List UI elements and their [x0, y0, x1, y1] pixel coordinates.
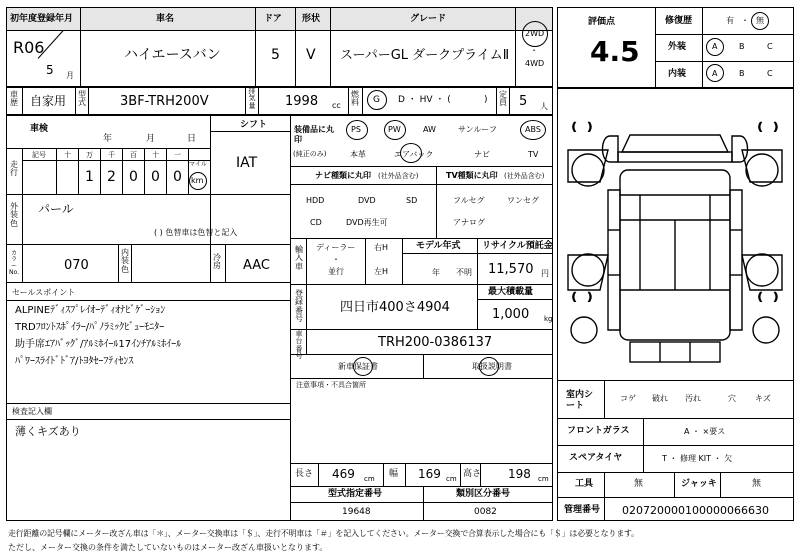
inspection-label: 車検 — [30, 124, 49, 134]
ac-label: 冷房 — [213, 253, 221, 271]
shift-value: IAT — [236, 155, 258, 171]
inspection-day: 日 — [187, 134, 197, 144]
nav-dvd-play: DVD再生可 — [346, 218, 388, 227]
seat-scratch: キズ — [755, 394, 771, 403]
inspector-notes-label: 検査記入欄 — [12, 407, 52, 416]
equipment-sub: (純正のみ) — [293, 150, 327, 158]
tv-fullseg: フルセグ — [453, 196, 485, 205]
interior-c: C — [767, 69, 773, 78]
equip-sunroof: サンルーフ — [458, 125, 497, 134]
sales-point-4: ﾊﾟﾜｰｽﾗｲﾄﾞﾄﾞｱ/ﾄﾖﾀｾｰﾌﾃｨｾﾝｽ — [15, 356, 134, 367]
digit-label-4: 百 — [130, 151, 137, 159]
color-no-label: カラーNo. — [9, 250, 19, 276]
exterior-b: B — [739, 42, 745, 51]
car-name-label: 車名 — [156, 14, 175, 24]
height-value: 198 — [508, 467, 531, 481]
recycle-unit: 円 — [541, 269, 549, 278]
svg-text:): ) — [774, 122, 778, 133]
score-value: 4.5 — [590, 35, 640, 68]
mileage-digit-6: 0 — [173, 169, 182, 185]
capacity-value: 5 — [519, 94, 528, 109]
svg-text:): ) — [588, 292, 592, 303]
model-value: 3BF-TRH200V — [120, 94, 209, 109]
class-no-value: 0082 — [474, 507, 497, 517]
drive-4wd: 4WD — [525, 59, 545, 68]
max-load-value: 1,000 — [492, 307, 530, 322]
mgmt-value: 020720000100000066630 — [622, 504, 769, 517]
exterior-label: 外装 — [668, 42, 687, 52]
capacity-unit: 人 — [540, 102, 548, 111]
grade-label: グレード — [410, 14, 447, 24]
import-right: 右H — [374, 243, 389, 252]
svg-text:): ) — [588, 122, 592, 133]
fuel-label: 燃料 — [351, 90, 359, 108]
interior-a: A — [712, 69, 718, 78]
svg-text:(: ( — [758, 122, 762, 133]
width-label: 幅 — [389, 469, 399, 479]
nav-dvd: DVD — [358, 196, 376, 205]
import-dealer: ディーラー — [316, 243, 356, 252]
equip-abs: ABS — [525, 125, 541, 134]
digit-label-3: 千 — [108, 151, 115, 159]
svg-text:): ) — [774, 292, 778, 303]
equipment-label: 装備品に丸印 — [294, 125, 334, 144]
svg-text:(: ( — [572, 122, 576, 133]
registration-label: 登録番号 — [295, 289, 303, 324]
first-reg-month: 5 — [46, 63, 54, 77]
exterior-c: C — [767, 42, 773, 51]
tv-analog: アナログ — [453, 218, 485, 227]
score-label: 評価点 — [588, 17, 616, 27]
type-no-value: 19648 — [342, 507, 371, 517]
chassis-label: 車台番号 — [295, 330, 303, 361]
width-unit: cm — [446, 475, 457, 483]
tools-label: 工具 — [575, 479, 594, 489]
length-label: 長さ — [295, 469, 314, 479]
color-value: パール — [38, 202, 74, 216]
digit-label-1: 十 — [64, 151, 71, 159]
equip-pw: PW — [388, 125, 401, 134]
tv-label: TV種類に丸印 — [446, 171, 498, 180]
digit-label-2: 万 — [86, 151, 93, 159]
ac-value: AAC — [243, 258, 270, 273]
import-parallel: 並行 — [328, 267, 344, 276]
shape-value: V — [306, 47, 316, 63]
mileage-label: 走行 — [10, 160, 18, 178]
recycle-label: リサイクル預託金 — [482, 241, 553, 251]
grade-value: スーパーGL ダークプライムⅡ — [340, 48, 510, 63]
nav-sd: SD — [406, 196, 418, 205]
height-label: 高さ — [463, 469, 482, 479]
cc-unit: cc — [332, 101, 341, 110]
mileage-digit-2: 1 — [85, 169, 94, 185]
chassis-value: TRH200-0386137 — [378, 335, 493, 350]
shift-label: シフト — [240, 120, 268, 130]
warranty-manual: 取扱説明書 — [472, 362, 512, 371]
spare-tire-value: T ・ 修理 KIT ・ 欠 — [662, 454, 733, 463]
import-left: 左H — [374, 267, 389, 276]
capacity-label: 定員 — [499, 90, 507, 108]
footer-line-1: 走行距離の記号欄にメーター改ざん車は「＊」、メーター交換車は「＄」、走行不明車は「＃」を記入してください。メーター交換で合算表示した場合にも「＄」は必要となります。 — [8, 529, 639, 538]
import-dot: ・ — [332, 255, 340, 264]
recycle-value: 11,570 — [488, 262, 534, 277]
mile-label: マイル — [189, 161, 207, 168]
car-diagram — [560, 90, 790, 378]
door-label: ドア — [264, 14, 282, 24]
import-label: 輸入車 — [295, 245, 303, 271]
height-unit: cm — [538, 475, 549, 483]
width-value: 169 — [418, 467, 441, 481]
interior-color-label: 内装色 — [121, 248, 129, 274]
first-reg-label: 初年度登録年月 — [10, 14, 74, 24]
tv-oneseg: ワンセグ — [507, 196, 539, 205]
drive-2wd: 2WD — [525, 29, 545, 38]
color-no-value: 070 — [64, 258, 89, 273]
displacement-label: 排気量 — [248, 87, 256, 110]
svg-text:(: ( — [572, 292, 576, 303]
mileage-code-label: 記号 — [32, 151, 46, 159]
exterior-a: A — [712, 42, 718, 51]
repair-no: 無 — [756, 16, 764, 25]
length-value: 469 — [332, 467, 355, 481]
type-no-label: 型式指定番号 — [328, 489, 383, 499]
mileage-digit-3: 2 — [107, 169, 116, 185]
sales-point-1: ALPINEﾃﾞｨｽﾌﾟﾚｲｵｰﾃﾞｨｵﾅﾋﾞｹﾞｰｼｮﾝ — [15, 305, 166, 316]
length-unit: cm — [364, 475, 375, 483]
nav-label: ナビ種類に丸印 — [315, 171, 371, 180]
model-label: 型式 — [78, 90, 86, 108]
mileage-unit: km — [191, 176, 204, 185]
tv-sub: (社外品含む) — [504, 172, 545, 180]
tools-value: 無 — [634, 479, 644, 489]
nav-sub: (社外品含む) — [378, 172, 419, 180]
drive-dot: ・ — [530, 46, 538, 55]
nav-hdd: HDD — [306, 196, 325, 205]
seat-tear: 破れ — [652, 394, 668, 403]
fuel-g: G — [373, 95, 380, 105]
car-name-value: ハイエースバン — [124, 47, 221, 63]
mileage-digit-4: 0 — [129, 169, 138, 185]
windshield-label: フロントガラス — [567, 426, 630, 436]
repair-label: 修復歴 — [665, 16, 693, 26]
usage-label: 車歴 — [10, 90, 18, 108]
fuel-rest: D ・ HV ・ ( — [398, 95, 451, 105]
max-load-label: 最大積載量 — [488, 287, 534, 297]
digit-label-5: 十 — [152, 151, 159, 159]
footer-line-2: ただし、メーター交換の条件を満たしていないものはメーター改ざん車扱いとなります。 — [8, 543, 328, 552]
displacement-value: 1998 — [285, 94, 319, 109]
registration-value: 四日市400さ4904 — [340, 300, 450, 315]
seat-hole: 穴 — [728, 394, 736, 403]
inspector-notes-value: 薄くキズあり — [15, 425, 81, 438]
equip-aw: AW — [423, 125, 436, 134]
seat-dirt: 汚れ — [685, 394, 701, 403]
digit-label-6: 一 — [174, 151, 181, 159]
interior-b: B — [739, 69, 745, 78]
svg-text:(: ( — [758, 292, 762, 303]
sales-point-3: 助手席ｴｱﾊﾞｯｸﾞ/ｱﾙﾐﾎｲｰﾙ17ｲﾝﾁｱﾙﾐﾎｲｰﾙ — [15, 339, 182, 350]
nav-cd: CD — [310, 218, 322, 227]
max-load-unit: kg — [544, 315, 553, 323]
equip-tv: TV — [528, 150, 539, 159]
fuel-close: ) — [484, 95, 488, 105]
jack-value: 無 — [752, 479, 762, 489]
windshield-value: A ・ ×要ス — [684, 427, 726, 436]
class-no-label: 類別区分番号 — [456, 489, 511, 499]
interior-seat-label: 室内シート — [566, 390, 594, 411]
color-note: ( ) 色替車は色替と記入 — [154, 228, 238, 237]
equip-ps: PS — [351, 125, 361, 134]
month-unit: 月 — [66, 71, 74, 80]
model-year-unit: 年 — [432, 268, 440, 277]
sales-points-label: セールスポイント — [12, 288, 76, 297]
doors-value: 5 — [271, 47, 280, 63]
usage-value: 自家用 — [30, 94, 67, 108]
model-year-value: 不明 — [456, 268, 472, 277]
inspection-year: 年 — [103, 134, 113, 144]
sales-point-2: TRDﾌﾛﾝﾄｽﾎﾟｲﾗｰ/ﾊﾟﾉﾗﾐｯｸﾋﾞｭｰﾓﾆﾀｰ — [15, 322, 165, 333]
equip-airbag: エアバック — [394, 150, 434, 159]
inspection-month: 月 — [146, 134, 156, 144]
first-reg-era: R06 — [13, 38, 45, 57]
warranty-new-car: 新車保証書 — [338, 362, 378, 371]
spare-tire-label: スペアタイヤ — [569, 453, 623, 463]
jack-label: ジャッキ — [681, 479, 717, 489]
mileage-digit-5: 0 — [151, 169, 160, 185]
seat-burn: コゲ — [620, 394, 636, 403]
equip-leather: 本革 — [350, 150, 366, 159]
repair-yes: 有 — [726, 16, 734, 25]
shape-label: 形状 — [302, 14, 321, 24]
equip-nav: ナビ — [474, 150, 490, 159]
model-year-label: モデル年式 — [416, 241, 461, 251]
mgmt-label: 管理番号 — [564, 505, 601, 515]
color-label: 外装色 — [10, 202, 18, 228]
repair-dot: ・ — [741, 16, 749, 25]
notes-label: 注意事項・不具合箇所 — [296, 381, 366, 389]
interior-label: 内装 — [668, 69, 687, 79]
